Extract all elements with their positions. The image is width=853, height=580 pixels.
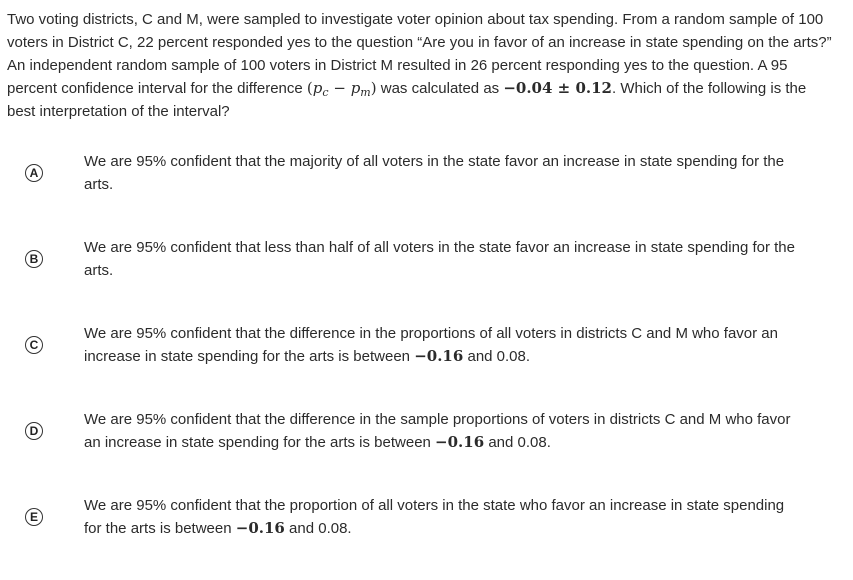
choice-text-e: We are 95% confident that the proportion of all voters in the state who favor an increase in state spending for the arts is between −0.16 and 0.08. <box>84 497 785 537</box>
choice-letter-d[interactable]: D <box>25 422 43 440</box>
choice-letter-a[interactable]: A <box>25 164 43 182</box>
choice-letter-c[interactable]: C <box>25 336 43 354</box>
choice-letter-e[interactable]: E <box>25 508 43 526</box>
answer-choice-c[interactable] <box>0 322 853 408</box>
choice-letter-b[interactable]: B <box>25 250 43 268</box>
question-text-part1: Two voting districts, C and M, were sampled to investigate voter opinion about tax spending. From a random sample of 100 voters in District C, 22 percent responded yes to the question “Are you in favor of an increase in state spending on the arts?” An independent random sample of 100 voters in District M resulted in 26 percent responding yes to the question. A 95 percent confidence interval for the difference <box>7 11 832 97</box>
answer-choice-d[interactable] <box>0 408 853 494</box>
interval-expression: −0.04 ± 0.12 <box>503 79 612 97</box>
choice-text-c: We are 95% confident that the difference in the proportions of all voters in districts C and M who favor an increase in state spending for the arts is between −0.16 and 0.08. <box>84 325 778 365</box>
question-text-part2: was calculated as <box>376 80 504 97</box>
answer-choice-e[interactable] <box>0 494 853 580</box>
answer-choice-a[interactable] <box>0 150 853 236</box>
answer-choice-b[interactable] <box>0 236 853 322</box>
question-stem <box>7 8 837 123</box>
difference-expression: $(p_c - p_m)$ <box>306 79 377 99</box>
choice-text-a: We are 95% confident that the majority of all voters in the state favor an increase in state spending for the arts. <box>84 153 785 193</box>
choice-text-b: We are 95% confident that less than half of all voters in the state favor an increase in state spending for the arts. <box>84 239 795 279</box>
question-text-part3: . Which of the following is the best interpretation of the interval? <box>7 80 807 120</box>
choice-text-d: We are 95% confident that the difference in the sample proportions of voters in districts C and M who favor an increase in state spending for the arts is between −0.16 and 0.08. <box>84 411 791 451</box>
